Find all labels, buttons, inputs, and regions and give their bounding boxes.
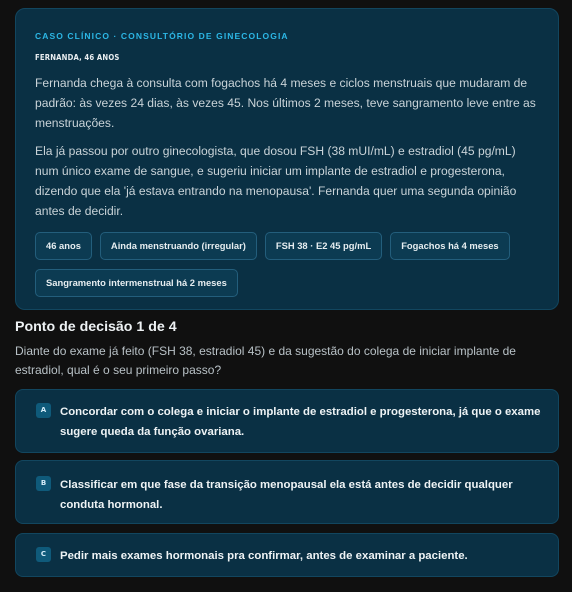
option-text: Pedir mais exames hormonais pra confirmar, antes de examinar a paciente. (60, 550, 468, 562)
tag-labs: FSH 38 · E2 45 pg/mL (265, 232, 382, 260)
option-c-button[interactable] (15, 533, 559, 577)
decision-title: Ponto de decisão 1 de 4 (15, 319, 177, 335)
option-b-button[interactable] (15, 460, 559, 524)
tag-hot-flashes: Fogachos há 4 meses (390, 232, 509, 260)
tag-age: 46 anos (35, 232, 92, 260)
tag-menstruation: Ainda menstruando (irregular) (100, 232, 257, 260)
option-a-button[interactable] (15, 389, 559, 453)
decision-question: Diante do exame já feito (FSH 38, estradiol 45) e da sugestão do colega de iniciar implante de estradiol, qual é o seu primeiro passo? (15, 344, 516, 377)
case-tags (35, 232, 539, 297)
case-paragraph: Fernanda chega à consulta com fogachos há 4 meses e ciclos menstruais que mudaram de padrão: às vezes 24 dias, às vezes 45. Nos últimos 2 meses, teve sangramento leve entre as menstruações. (35, 76, 536, 130)
case-eyebrow: CASO CLÍNICO · CONSULTÓRIO DE GINECOLOGIA (35, 31, 289, 41)
option-letter-badge: C (36, 547, 51, 562)
option-letter-badge: B (36, 476, 51, 491)
case-card (15, 8, 559, 310)
patient-name: FERNANDA, 46 ANOS (35, 53, 120, 62)
option-text: Concordar com o colega e iniciar o implante de estradiol e progesterona, já que o exame sugere queda da função ovariana. (60, 406, 541, 438)
case-paragraph: Ela já passou por outro ginecologista, que dosou FSH (38 mUI/mL) e estradiol (45 pg/mL) num único exame de sangue, e sugeriu iniciar um implante de estradiol e progesterona, dizendo que ela 'já estava entrando na menopausa'. Fernanda quer uma segunda opinião antes de decidir. (35, 144, 517, 218)
decision-section (15, 318, 560, 380)
tag-bleeding: Sangramento intermenstrual há 2 meses (35, 269, 238, 297)
option-text: Classificar em que fase da transição menopausal ela está antes de decidir qualquer conduta hormonal. (60, 479, 513, 511)
option-letter-badge: A (36, 403, 51, 418)
